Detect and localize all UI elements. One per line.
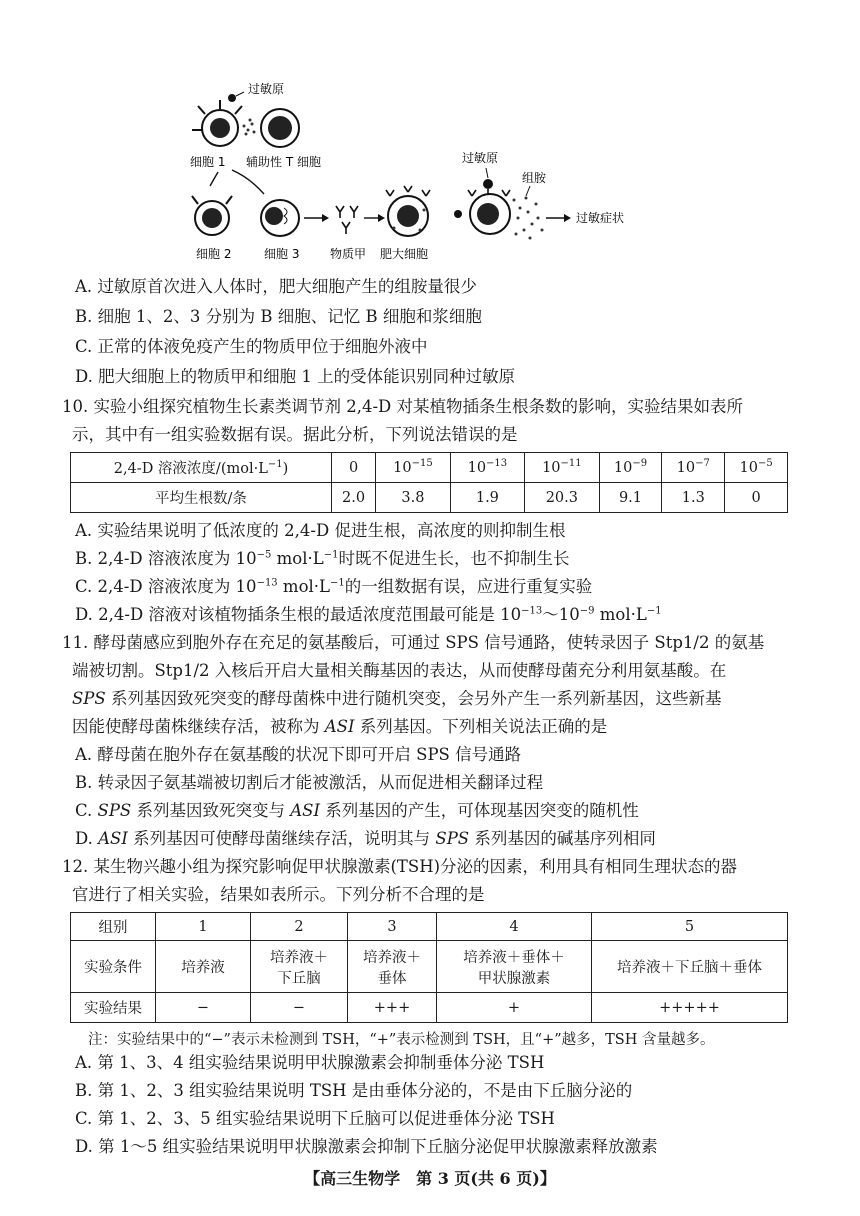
q10-conc-cell: $10^{-13}$ [450,453,524,483]
q12-result-cell: − [251,993,348,1023]
label-allergen-top: 过敏原 [248,82,285,96]
q10-stem-line2: 示，其中有一组实验数据有误。据此分析，下列说法错误的是 [72,425,518,444]
cell1-icon [192,100,242,146]
q10-conc-cell: $10^{-15}$ [376,453,450,483]
label-histamine: 组胺 [522,171,547,185]
q12-group-cell: 4 [437,913,592,941]
allergy-mechanism-figure [180,78,660,268]
q12-option-b: B. 第 1、2、3 组实验结果说明 TSH 是由垂体分泌的，不是由下丘脑分泌的 [75,1081,633,1100]
q10-root-cell: 20.3 [525,483,599,513]
q12-cond-cell: 培养液＋下丘脑＋垂体 [592,941,788,993]
q9-option-a: A. 过敏原首次进入人体时，肥大细胞产生的组胺量很少 [75,277,477,296]
q11-stem-line2: 端被切割。Stp1/2 入核后开启大量相关酶基因的表达，从而使酵母菌充分利用氨基酸。在 [72,661,727,680]
q10-conc-cell: $10^{-5}$ [725,453,788,483]
q11-option-a: A. 酵母菌在胞外存在氨基酸的状况下即可开启 SPS 信号通路 [75,745,522,764]
q11-stem-line3: SPS 系列基因致死突变的酵母菌株中进行随机突变，会另外产生一系列新基因，这些新基 [72,689,722,708]
q10-header-roots: 平均生根数/条 [71,483,332,513]
label-mast-cell: 肥大细胞 [380,247,429,261]
q10-root-cell: 9.1 [599,483,662,513]
q12-group-cell: 3 [348,913,437,941]
q12-header-result: 实验结果 [71,993,156,1023]
q10-option-b: B. 2,4-D 溶液浓度为 $10^{-5}$ $mol\cdot L^{-1}$时既不促进生长，也不抑制生长 [75,549,570,568]
label-helper-t: 辅助性 T 细胞 [246,155,321,169]
q11-option-c: C. SPS 系列基因致死突变与 ASI 系列基因的产生，可体现基因突变的随机性 [75,801,639,820]
q12-group-cell: 5 [592,913,788,941]
q12-cond-cell: 培养液＋ 下丘脑 [251,941,348,993]
q10-stem-line1: 10. 实验小组探究植物生长素类调节剂 2,4-D 对某植物插条生根条数的影响，实验结果如表所 [62,397,744,416]
q12-option-d: D. 第 1～5 组实验结果说明甲状腺激素会抑制下丘脑分泌促甲状腺激素释放激素 [75,1137,658,1156]
q12-option-c: C. 第 1、2、3、5 组实验结果说明下丘脑可以促进垂体分泌 TSH [75,1109,555,1128]
q12-header-condition: 实验条件 [71,941,156,993]
q12-group-cell: 1 [156,913,251,941]
cell3-icon [261,200,299,236]
q12-cond-cell: 培养液＋ 垂体 [348,941,437,993]
q10-table [70,452,788,513]
q10-conc-cell: $10^{-7}$ [662,453,725,483]
q10-option-d: D. 2,4-D 溶液对该植物插条生根的最适浓度范围最可能是 $10^{-13}\sim 10^{-9}$ $mol\cdot L^{-1}$ [75,605,662,624]
q11-stem-line1: 11. 酵母菌感应到胞外存在充足的氨基酸后，可通过 SPS 信号通路，使转录因子 Stp1/2 的氨基 [62,633,765,652]
q10-conc-cell: 0 [332,453,376,483]
allergen-dot-icon [228,94,236,102]
q12-cond-cell: 培养液 [156,941,251,993]
q10-conc-cell: $10^{-11}$ [525,453,599,483]
q12-result-cell: +++++ [592,993,788,1023]
q12-note: 注：实验结果中的“−”表示未检测到 TSH，“+”表示检测到 TSH，且“+”越多，TSH 含量越多。 [88,1032,715,1048]
q9-option-b: B. 细胞 1、2、3 分别为 B 细胞、记忆 B 细胞和浆细胞 [75,307,482,326]
q9-option-d: D. 肥大细胞上的物质甲和细胞 1 上的受体能识别同种过敏原 [75,367,516,386]
q11-stem-line4: 因能使酵母菌株继续存活，被称为 ASI 系列基因。下列相关说法正确的是 [72,717,608,736]
label-symptom: 过敏症状 [576,211,625,225]
q10-option-a: A. 实验结果说明了低浓度的 2,4-D 促进生根，高浓度的则抑制生根 [75,521,566,540]
q12-result-cell: +++ [348,993,437,1023]
q12-table [70,912,788,1023]
page-footer: 【高三生物学 第 3 页(共 6 页)】 [304,1169,556,1188]
q10-option-c: C. 2,4-D 溶液浓度为 $10^{-13}$ $mol\cdot L^{-1}$的一组数据有误，应进行重复实验 [75,577,593,596]
q12-result-cell: − [156,993,251,1023]
q12-option-a: A. 第 1、3、4 组实验结果说明甲状腺激素会抑制垂体分泌 TSH [75,1053,545,1072]
q9-option-c: C. 正常的体液免疫产生的物质甲位于细胞外液中 [75,337,428,356]
q10-root-cell: 0 [725,483,788,513]
q12-stem-line2: 官进行了相关实验，结果如表所示。下列分析不合理的是 [72,885,485,904]
q10-header-concentration: 2,4-D 溶液浓度$/(mol\cdot L^{-1})$ [71,453,332,483]
q10-root-cell: 1.9 [450,483,524,513]
q10-root-cell: 2.0 [332,483,376,513]
q12-group-cell: 2 [251,913,348,941]
label-cell2: 细胞 2 [196,247,232,261]
antibody-icons [336,206,358,234]
q11-option-b: B. 转录因子氨基端被切割后才能被激活，从而促进相关翻译过程 [75,773,544,792]
mast-cell-icon [386,186,430,236]
q10-root-cell: 3.8 [376,483,450,513]
q10-conc-cell: $10^{-9}$ [599,453,662,483]
q12-stem-line1: 12. 某生物兴趣小组为探究影响促甲状腺激素(TSH)分泌的因素，利用具有相同生理状态的器 [62,857,738,876]
q12-result-cell: + [437,993,592,1023]
q12-header-group: 组别 [71,913,156,941]
degranulating-mast-cell-icon [468,179,510,234]
label-cell1: 细胞 1 [190,155,226,169]
cell2-icon [192,196,232,235]
q10-root-cell: 1.3 [662,483,725,513]
q11-option-d: D. ASI 系列基因可使酵母菌继续存活，说明其与 SPS 系列基因的碱基序列相同 [75,829,656,848]
label-allergen-right: 过敏原 [462,151,499,165]
histamine-dots [513,197,544,240]
q12-cond-cell: 培养液＋垂体＋ 甲状腺激素 [437,941,592,993]
label-cell3: 细胞 3 [264,247,300,261]
helper-t-cell-icon [261,109,299,147]
label-substance-a: 物质甲 [330,247,367,261]
